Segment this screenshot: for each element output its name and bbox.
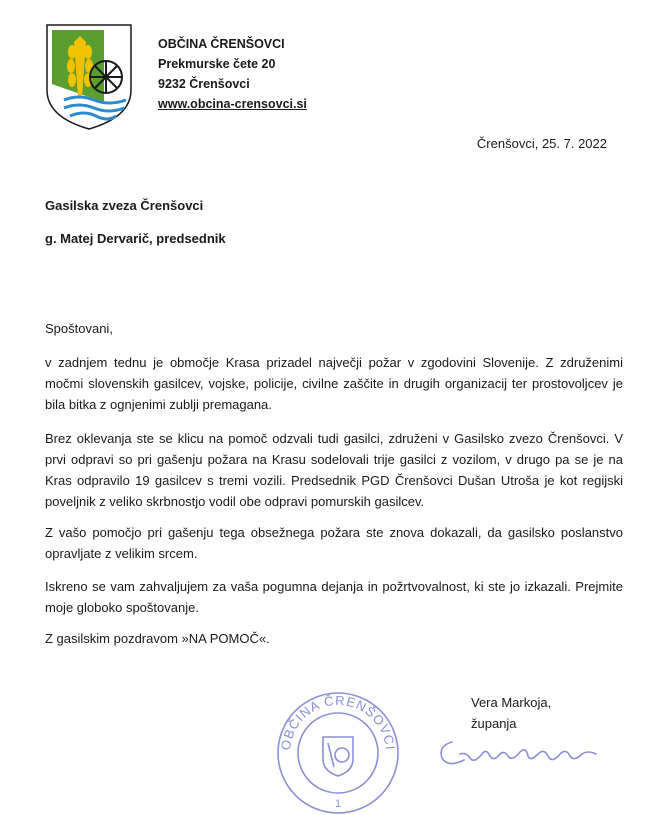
svg-text:OBČINA ČRENŠOVCI: OBČINA ČRENŠOVCI: [277, 692, 398, 752]
letter-closing: Z gasilskim pozdravom »NA POMOČ«.: [45, 631, 270, 646]
letter-paragraph: Iskreno se vam zahvaljujem za vaša pogumna dejanja in požrtvovalnost, ki ste jo izkazali. Prejmite moje globoko spoštovanje.: [45, 579, 623, 615]
letter-paragraph: Z vašo pomočjo pri gašenju tega obsežnega požara ste znova dokazali, da gasilsko poslanstvo opravljate z velikim srcem.: [45, 525, 623, 561]
signer-name: Vera Markoja,: [471, 695, 552, 710]
org-postal: 9232 Črenšovci: [158, 77, 250, 91]
org-street: Prekmurske čete 20: [158, 57, 276, 71]
letter-date: Črenšovci, 25. 7. 2022: [476, 136, 607, 151]
handwritten-signature-icon: [430, 724, 620, 774]
letter-paragraph: Brez oklevanja ste se klicu na pomoč odzvali tudi gasilci, združeni v Gasilsko zvezo Črenšovci. V prvi odpravi so pri gašenju požara na Krasu sodelovali trije gasilci z vozilom, v drugo pa se je na Kras odpravilo 19 gasilcev s tremi vozili. Predsednik PGD Črenšovci Dušan Utroša je kot regijski poveljnik z veliko skrbnostjo vodil obe odpravi pomurskih gasilcev.: [45, 431, 623, 509]
official-stamp-icon: [268, 675, 408, 815]
letter-paragraph: v zadnjem tednu je območje Krasa prizadel največji požar v zgodovini Slovenije. Z združenimi močmi slovenskih gasilcev, vojske, policije, civilne zaščite in drugih organizacij ter prostovoljcev je bila bitka z ognjenimi zublji premagana.: [45, 355, 623, 412]
signer-title: županja: [471, 716, 517, 731]
svg-text:1: 1: [334, 798, 342, 810]
website-link[interactable]: www.obcina-crensovci.si: [158, 97, 307, 111]
recipient-person: g. Matej Dervarič, predsednik: [45, 231, 226, 246]
org-name: OBČINA ČRENŠOVCI: [158, 37, 285, 51]
recipient-org: Gasilska zveza Črenšovci: [45, 198, 204, 213]
letter-salutation: Spoštovani,: [45, 321, 113, 336]
letterhead: [158, 34, 307, 114]
municipality-coat-of-arms-icon: [44, 22, 134, 132]
